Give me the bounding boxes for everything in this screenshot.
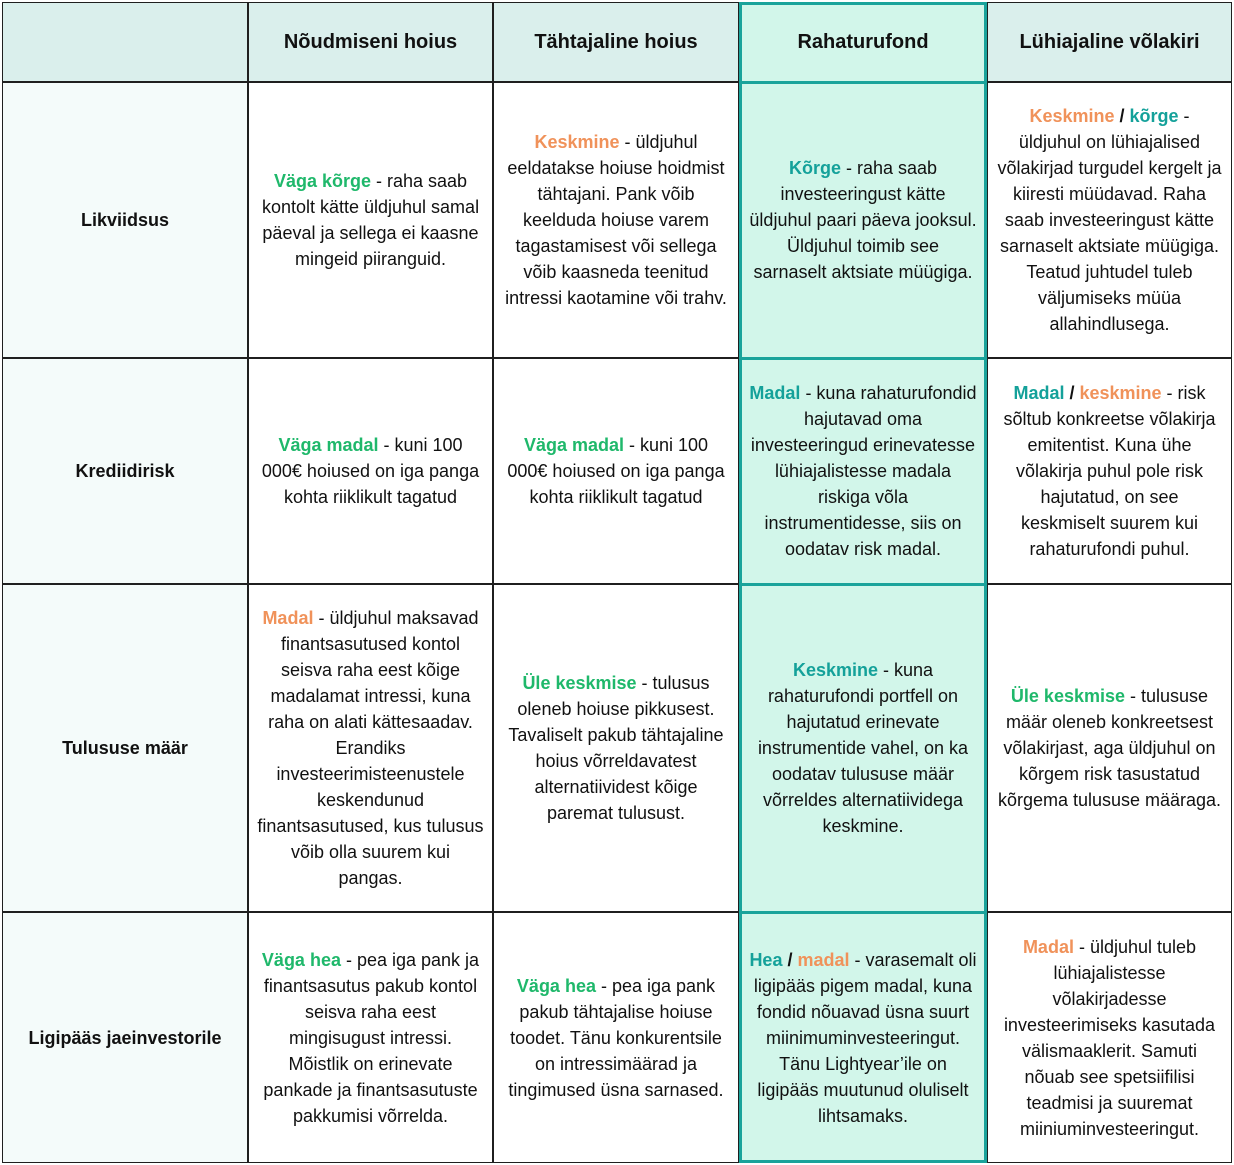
- rating-label: kõrge: [1129, 106, 1179, 126]
- rating-label: keskmine: [1079, 383, 1162, 403]
- rating-label: Väga madal: [278, 435, 379, 455]
- rating-label: Väga hea: [516, 975, 596, 996]
- cell-text: [257, 432, 484, 510]
- column-header-luhiajaline-volakiri: [987, 2, 1232, 82]
- rating-label: Kõrge: [788, 158, 841, 178]
- cell-tulususe-maar-noudmiseni-hoius: [248, 584, 493, 912]
- rating-label: Madal: [1022, 936, 1074, 957]
- column-header-rahaturufond: [739, 2, 987, 82]
- cell-text: [502, 973, 730, 1103]
- cell-krediidirisk-noudmiseni-hoius: [248, 358, 493, 584]
- cell-krediidirisk-rahaturufond: [739, 358, 987, 584]
- description-text: - tulususe määr oleneb konkreetsest võlakirjast, aga üldjuhul on kõrgem risk tasustatud kõrgema tulususe määraga.: [997, 686, 1222, 810]
- description-text: /: [1064, 383, 1080, 403]
- column-header-label: Lühiajaline võlakiri: [1019, 31, 1200, 53]
- cell-likviidsus-noudmiseni-hoius: [248, 82, 493, 358]
- row-header-label: Likviidsus: [80, 210, 170, 230]
- cell-likviidsus-tahtajaline-hoius: [493, 82, 739, 358]
- description-text: - raha saab kontolt kätte üldjuhul samal päeval ja sellega ei kaasne mingeid piiranguid.: [261, 171, 480, 269]
- cell-krediidirisk-luhiajaline-volakiri: [987, 358, 1232, 584]
- cell-tulususe-maar-luhiajaline-volakiri: [987, 584, 1232, 912]
- rating-label: Keskmine: [534, 132, 620, 152]
- row-header-label: Krediidirisk: [75, 461, 175, 481]
- cell-text: [748, 155, 978, 285]
- cell-text: [257, 168, 484, 272]
- description-text: - risk sõltub konkreetse võlakirja emitentist. Kuna ühe võlakirja puhul pole risk hajutatud, on see keskmiselt suurem kui rahaturufondi puhul.: [1003, 383, 1216, 559]
- description-text: - kuni 100 000€ hoiused on iga panga kohta riiklikult tagatud: [507, 435, 725, 507]
- cell-text: [502, 670, 730, 826]
- description-text: - kuni 100 000€ hoiused on iga panga kohta riiklikult tagatud: [261, 435, 480, 507]
- cell-text: [257, 605, 484, 891]
- rating-label: Üle keskmise: [522, 673, 637, 693]
- rating-label: Madal: [1013, 383, 1065, 403]
- cell-likviidsus-rahaturufond: [739, 82, 987, 358]
- row-header-krediidirisk: [2, 358, 248, 584]
- rating-label: Madal: [749, 383, 801, 403]
- rating-label: madal: [797, 949, 850, 970]
- description-text: - üldjuhul tuleb lühiajalistesse võlakirjadesse investeerimiseks kasutada välismaaklerit. Samuti nõuab see spetsiifilisi teadmisi ja suuremat miiniuminvesteeringut.: [1003, 936, 1216, 1139]
- column-header-tahtajaline-hoius: [493, 2, 739, 82]
- cell-likviidsus-luhiajaline-volakiri: [987, 82, 1232, 358]
- column-header-label: Nõudmiseni hoius: [283, 31, 458, 53]
- cell-text: [257, 947, 484, 1129]
- cell-text: [996, 103, 1223, 337]
- description-text: - varasemalt oli ligipääs pigem madal, kuna fondid nõuavad üsna suurt miinimuminvesteeringut. Tänu Lightyear’ile on ligipääs muutunud oluliselt lihtsamaks.: [753, 949, 977, 1126]
- cell-tulususe-maar-rahaturufond: [739, 584, 987, 912]
- cell-ligipaas-jaeinvestorile-noudmiseni-hoius: [248, 912, 493, 1163]
- description-text: - pea iga pank pakub tähtajalise hoiuse toodet. Tänu konkurentsile on intressimäärad ja tingimused üsna sarnased.: [508, 975, 724, 1100]
- row-header-label: Tulususe määr: [62, 738, 188, 758]
- column-header-label: Tähtajaline hoius: [534, 31, 698, 53]
- cell-ligipaas-jaeinvestorile-rahaturufond: [739, 912, 987, 1163]
- cell-tulususe-maar-tahtajaline-hoius: [493, 584, 739, 912]
- description-text: - üldjuhul maksavad finantsasutused kontol seisva raha eest kõige madalamat intressi, kuna raha on alati kättesaadav. Erandiks investeerimisteenustele keskendunud finantsasutused, kus tulusus võib olla suurem kui pangas.: [257, 608, 484, 888]
- row-header-likviidsus: [2, 82, 248, 358]
- description-text: - kuna rahaturufondid hajutavad oma investeeringud erinevatesse lühiajalistesse madala riskiga võla instrumentidesse, siis on oodatav risk madal.: [750, 383, 977, 559]
- cell-text: [502, 432, 730, 510]
- rating-label: Väga kõrge: [273, 171, 371, 191]
- rating-label: Väga madal: [523, 435, 624, 455]
- description-text: - raha saab investeeringust kätte üldjuhul paari päeva jooksul. Üldjuhul toimib see sarnaselt aktsiate müügiga.: [749, 158, 977, 282]
- cell-text: [748, 380, 978, 562]
- rating-label: Üle keskmise: [1010, 686, 1126, 706]
- cell-ligipaas-jaeinvestorile-tahtajaline-hoius: [493, 912, 739, 1163]
- description-text: - üldjuhul eeldatakse hoiuse hoidmist tähtajani. Pank võib keelduda hoiuse varem tagastamisest või sellega võib kaasneda teenitud intressi kaotamine või trahv.: [505, 132, 727, 308]
- cell-text: [748, 657, 978, 839]
- cell-text: [996, 380, 1223, 562]
- rating-label: Keskmine: [792, 660, 878, 680]
- row-header-tulususe-maar: [2, 584, 248, 912]
- column-header-label: Rahaturufond: [797, 31, 929, 53]
- rating-label: Madal: [262, 608, 314, 628]
- description-text: - üldjuhul on lühiajalised võlakirjad turgudel kergelt ja kiiresti müüdavad. Raha saab investeeringust kätte sarnaselt aktsiate müügiga. Teatud juhtudel tuleb väljumiseks müüa allahindlusega.: [997, 106, 1222, 334]
- cell-ligipaas-jaeinvestorile-luhiajaline-volakiri: [987, 912, 1232, 1163]
- rating-label: Hea: [749, 949, 783, 970]
- cell-text: [502, 129, 730, 311]
- cell-text: [996, 683, 1223, 813]
- description-text: - pea iga pank ja finantsasutus pakub kontol seisva raha eest mingisugust intressi. Mõistlik on erinevate pankade ja finantsasutuste pakkumisi võrrelda.: [263, 949, 480, 1126]
- rating-label: Keskmine: [1029, 106, 1115, 126]
- row-header-label: Ligipääs jaeinvestorile: [28, 1027, 222, 1048]
- column-header-noudmiseni-hoius: [248, 2, 493, 82]
- description-text: /: [782, 949, 798, 970]
- row-header-ligipaas-jaeinvestorile: [2, 912, 248, 1163]
- description-text: - kuna rahaturufondi portfell on hajutatud erinevate instrumentide vahel, on ka oodatav tulususe määr võrreldes alternatiividega keskmine.: [757, 660, 969, 836]
- rating-label: Väga hea: [261, 949, 341, 970]
- description-text: /: [1114, 106, 1130, 126]
- description-text: - tulusus oleneb hoiuse pikkusest. Tavaliselt pakub tähtajaline hoius võrreldavatest alternatiividest kõige paremat tulusust.: [508, 673, 724, 823]
- cell-text: [748, 947, 978, 1129]
- cell-text: [996, 934, 1223, 1142]
- column-header-corner: [2, 2, 248, 82]
- cell-krediidirisk-tahtajaline-hoius: [493, 358, 739, 584]
